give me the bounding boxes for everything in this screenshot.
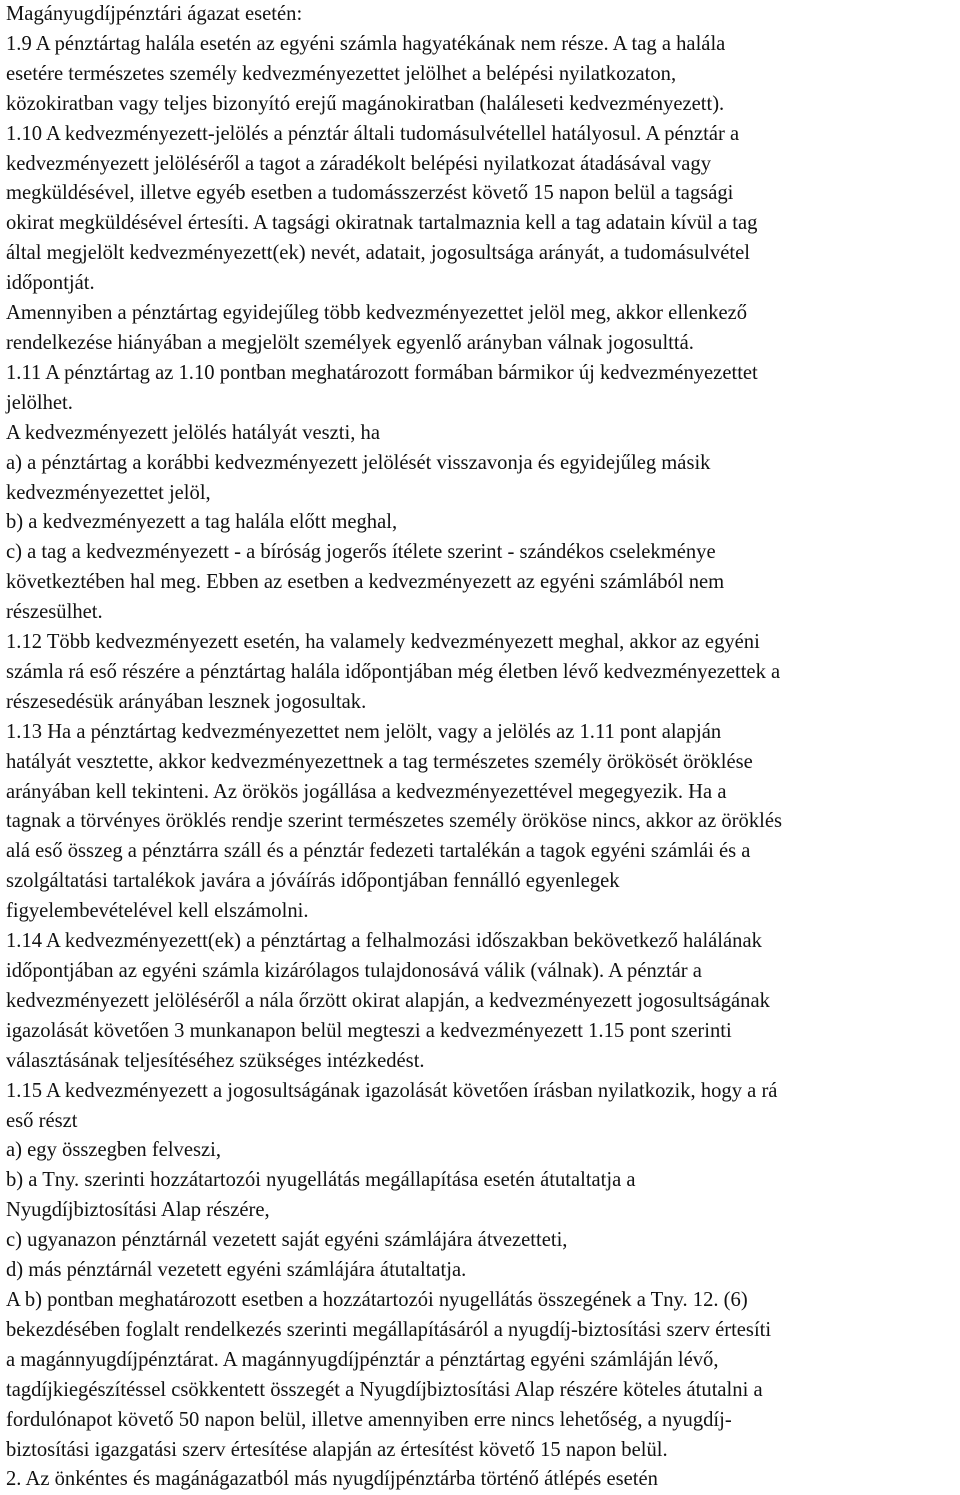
document-line: 1.9 A pénztártag halála esetén az egyéni számla hagyatékának nem része. A tag a halála (6, 32, 726, 55)
document-line: fordulónapot követő 50 napon belül, illetve amennyiben erre nincs lehetőség, a nyugdíj- (6, 1408, 732, 1431)
document-line: részesedésük arányában lesznek jogosultak. (6, 690, 367, 713)
document-line: részesülhet. (6, 601, 103, 624)
document-line: igazolását követően 3 munkanapon belül megteszi a kedvezményezett 1.15 pont szerinti (6, 1019, 732, 1042)
document-line: okirat megküldésével értesíti. A tagsági okiratnak tartalmaznia kell a tag adatain kívül a tag (6, 212, 758, 235)
document-line: kedvezményezett jelöléséről a nála őrzött okirat alapján, a kedvezményezett jogosultságának (6, 989, 770, 1012)
document-line: időpontját. (6, 272, 95, 295)
document-line: rendelkezése hiányában a megjelölt személyek egyenlő arányban válnak jogosulttá. (6, 331, 694, 354)
document-line: számla rá eső részére a pénztártag halála időpontjában még életben lévő kedvezményezettek a (6, 660, 781, 683)
document-line: c) a tag a kedvezményezett - a bíróság jogerős ítélete szerint - szándékos cselekménye (6, 541, 716, 564)
document-line: A b) pontban meghatározott esetben a hozzátartozói nyugellátás összegének a Tny. 12. (6) (6, 1288, 748, 1311)
document-line: alá eső összeg a pénztárra száll és a pénztár fedezeti tartalékán a tagok egyéni számlái és a (6, 840, 751, 863)
document-line: 1.11 A pénztártag az 1.10 pontban meghatározott formában bármikor új kedvezményezettet (6, 361, 758, 384)
document-line: arányában kell tekinteni. Az örökös jogállása a kedvezményezettével megegyezik. Ha a (6, 780, 727, 803)
document-line: által megjelölt kedvezményezett(ek) nevét, adatait, jogosultsága arányát, a tudomásulvétel (6, 242, 750, 265)
document-line: szolgáltatási tartalékok javára a jóváírás időpontjában fennálló egyenlegek (6, 870, 620, 893)
document-line: a magánnyugdíjpénztárat. A magánnyugdíjpénztár a pénztártag egyéni számláján lévő, (6, 1348, 719, 1371)
document-line: figyelembevételével kell elszámolni. (6, 900, 309, 923)
document-line: c) ugyanazon pénztárnál vezetett saját egyéni számlájára átvezetteti, (6, 1229, 568, 1252)
document-line: 2. Az önkéntes és magánágazatból más nyugdíjpénztárba történő átlépés esetén (6, 1468, 658, 1491)
document-line: 1.14 A kedvezményezett(ek) a pénztártag a felhalmozási időszakban bekövetkező halálának (6, 930, 762, 953)
document-line: Magányugdíjpénztári ágazat esetén: (6, 3, 303, 25)
document-line: esetére természetes személy kedvezményezettet jelölhet a belépési nyilatkozaton, (6, 62, 677, 85)
document-line: 1.13 Ha a pénztártag kedvezményezettet nem jelölt, vagy a jelölés az 1.11 pont alapján (6, 720, 722, 743)
document-line: Nyugdíjbiztosítási Alap részére, (6, 1199, 270, 1222)
document-line: kedvezményezett jelöléséről a tagot a záradékolt belépési nyilatkozat átadásával vagy (6, 152, 712, 175)
document-line: közokiratban vagy teljes bizonyító erejű magánokiratban (haláleseti kedvezményezett). (6, 92, 725, 115)
document-line: 1.10 A kedvezményezett-jelölés a pénztár általi tudomásulvétellel hatályosul. A pénztár a (6, 122, 740, 145)
document-line: Amennyiben a pénztártag egyidejűleg több kedvezményezettet jelöl meg, akkor ellenkező (6, 302, 748, 325)
document-line: kedvezményezettet jelöl, (6, 481, 211, 504)
document-line: tagnak a törvényes öröklés rendje szerint természetes személy örököse nincs, akkor az öröklés (6, 810, 782, 833)
document-line: választásának teljesítéséhez szükséges intézkedést. (6, 1049, 425, 1072)
document-line: 1.12 Több kedvezményezett esetén, ha valamely kedvezményezett meghal, akkor az egyéni (6, 631, 760, 654)
document-line: jelölhet. (6, 391, 73, 414)
document-line: eső részt (6, 1109, 78, 1132)
document-line: következtében hal meg. Ebben az esetben a kedvezményezett az egyéni számlából nem (6, 571, 725, 594)
document-line: időpontjában az egyéni számla kizárólagos tulajdonosává válik (válnak). A pénztár a (6, 960, 702, 982)
document-line: A kedvezményezett jelölés hatályát veszti, ha (6, 421, 380, 444)
document-line: 1.15 A kedvezményezett a jogosultságának igazolását követően írásban nyilatkozik, hogy a rá (6, 1079, 778, 1102)
document-line: biztosítási igazgatási szerv értesítése alapján az értesítést követő 15 napon belül. (6, 1438, 668, 1461)
document-line: b) a Tny. szerinti hozzátartozói nyugellátás megállapítása esetén átutaltatja a (6, 1169, 636, 1192)
document-line: b) a kedvezményezett a tag halála előtt meghal, (6, 511, 398, 534)
document-line: d) más pénztárnál vezetett egyéni számlájára átutaltatja. (6, 1259, 467, 1282)
document-line: a) a pénztártag a korábbi kedvezményezett jelölését visszavonja és egyidejűleg másik (6, 451, 711, 474)
document-line: a) egy összegben felveszi, (6, 1139, 221, 1162)
document-line: megküldésével, illetve egyéb esetben a tudomásszerzést követő 15 napon belül a tagsági (6, 182, 734, 205)
document-line: tagdíjkiegészítéssel csökkentett összegét a Nyugdíjbiztosítási Alap részére köteles átutalni a (6, 1378, 763, 1401)
document-line: hatályát vesztette, akkor kedvezményezettnek a tag természetes személy örökösét öröklése (6, 750, 753, 773)
document-line: bekezdésében foglalt rendelkezés szerinti megállapításáról a nyugdíj-biztosítási szerv értesíti (6, 1318, 772, 1341)
